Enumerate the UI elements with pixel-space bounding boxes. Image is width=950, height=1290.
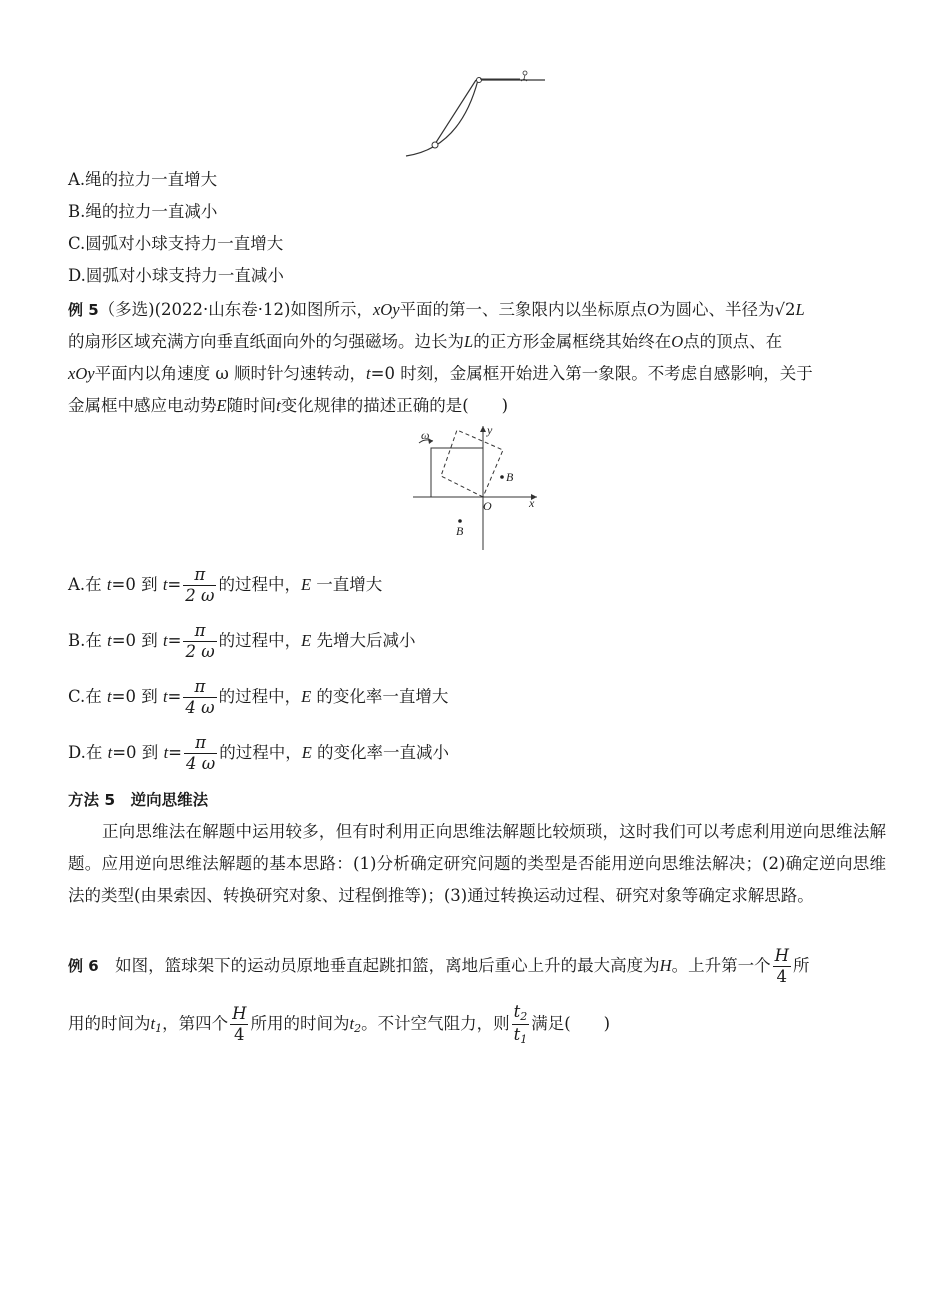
rope [435, 80, 476, 144]
ex5-option-d: D.在 t=0 到 t= $\frac{\pi}{4 \omega}$ 的过程中，E 的变化率一直减小 [68, 732, 450, 773]
b-dot [458, 519, 462, 523]
ex5-label: 例 5 [68, 301, 99, 319]
ex5-line4: 金属框中感应电动势E随时间t变化规律的描述正确的是( ) [68, 396, 509, 415]
rotating-frame-figure [405, 420, 545, 552]
x-label: x [529, 496, 535, 510]
arc-surface [406, 80, 478, 156]
q4-option-c: C.圆弧对小球支持力一直增大 [68, 234, 284, 253]
ex6-line1: 例 6 如图，篮球架下的运动员原地垂直起跳扣篮，离地后重心上升的最大高度为H。上升第一个 $\frac{H}{4}$ 所 [68, 945, 810, 986]
b-dot [500, 475, 504, 479]
ex5-line2: 的扇形区域充满方向垂直纸面向外的匀强磁场。边长为L的正方形金属框绕其始终在O点的顶点、在 [68, 332, 783, 351]
ball [432, 142, 438, 148]
method5-paragraph: 正向思维法在解题中运用较多，但有时利用正向思维法解题比较烦琐，这时我们可以考虑利用逆向思维法解题。应用逆向思维法解题的基本思路：(1)分析确定研究问题的类型是否能用逆向思维法解决；(2)确定逆向思维法的类型(由果索因、转换研究对象、过程倒推等)；(3)通过转换运动过程、研究对象等确定求解思路。 [68, 822, 886, 905]
slope-rope-figure [400, 68, 550, 160]
ex6-line2: 用的时间为$t_1$，第四个 $\frac{H}{4}$ 所用的时间为$t_2$。不计空气阻力，则 $\frac{t_2}{t_1}$ 满足( ) [68, 1002, 611, 1046]
omega-label: ω [421, 428, 430, 442]
ex5-line3: xOy平面内以角速度 ω 顺时针匀速转动，t=0 时刻，金属框开始进入第一象限。不考虑自感影响，关于 [68, 364, 813, 383]
method5-heading: 方法 5 逆向思维法 [68, 791, 209, 809]
b-label-2: B [456, 524, 464, 538]
y-label: y [487, 423, 493, 437]
ex5-option-c: C.在 t=0 到 t= $\frac{\pi}{4 \omega}$ 的过程中，E 的变化率一直增大 [68, 676, 449, 717]
origin-label: O [483, 499, 492, 513]
q4-option-b: B.绳的拉力一直减小 [68, 202, 218, 221]
ex5-option-b: B.在 t=0 到 t= $\frac{\pi}{2 \omega}$ 的过程中，E 先增大后减小 [68, 620, 416, 661]
ex5-option-a: A.在 t=0 到 t= $\frac{\pi}{2 \omega}$ 的过程中，E 一直增大 [68, 564, 383, 605]
q4-option-a: A.绳的拉力一直增大 [68, 170, 218, 189]
q4-option-d: D.圆弧对小球支持力一直减小 [68, 266, 284, 285]
b-label-1: B [506, 470, 514, 484]
ex5-line1: 例 5（多选)(2022·山东卷·12)如图所示，xOy平面的第一、三象限内以坐标原点O为圆心、半径为√2L [68, 300, 805, 319]
square-frame [431, 448, 483, 497]
rotated-frame [441, 430, 503, 497]
ex6-label: 例 6 [68, 957, 99, 975]
pulley [477, 78, 482, 83]
